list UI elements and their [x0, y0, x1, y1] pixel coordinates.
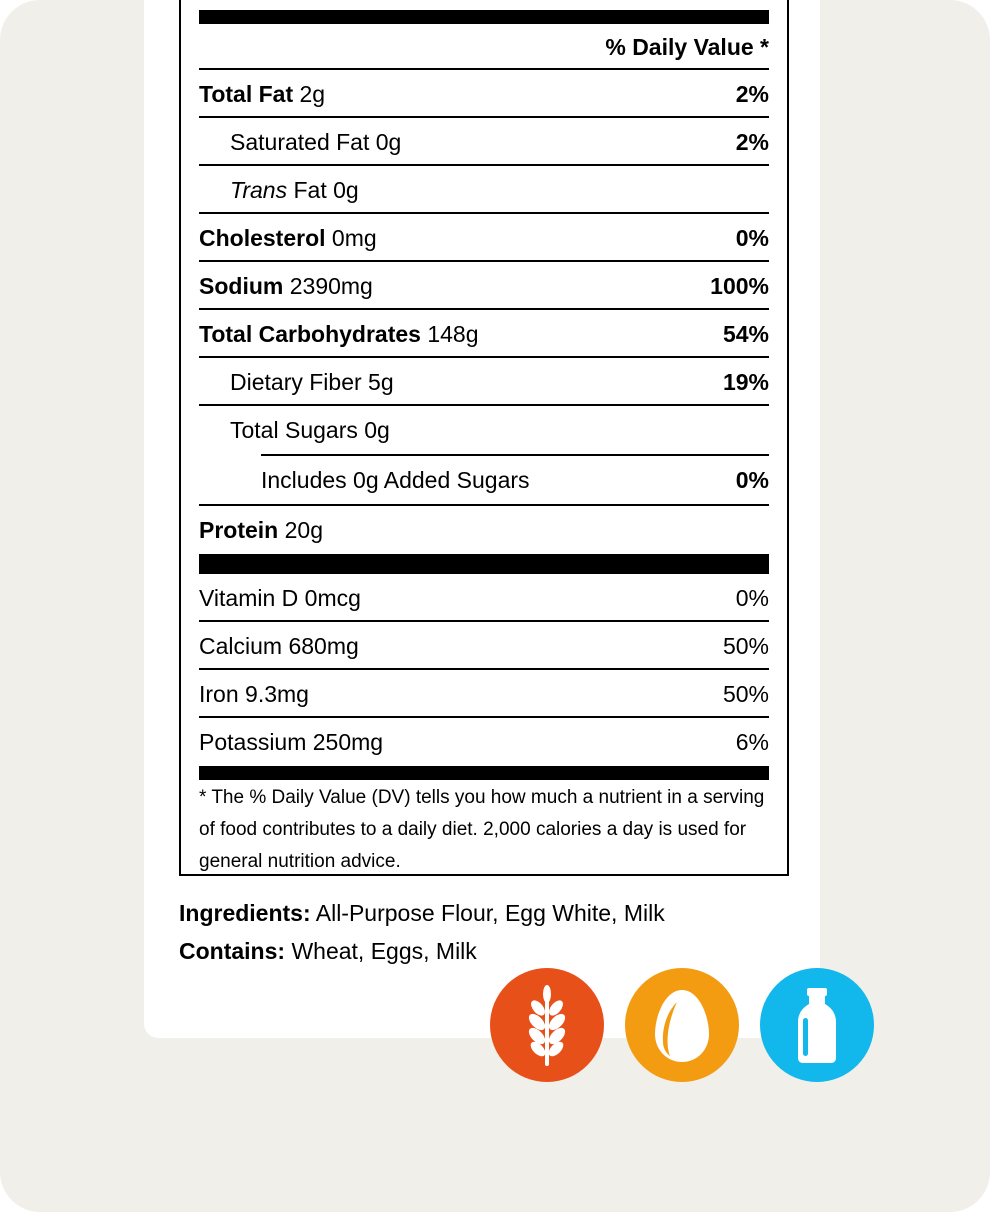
daily-value-footnote: * The % Daily Value (DV) tells you how much a nutrient in a serving of food contributes to a daily diet. 2,000 calories a day is used for general nutrition advice.	[199, 787, 765, 872]
nutrient-dv: 19%	[722, 369, 769, 395]
nutrient-name: Trans	[230, 177, 288, 203]
vitamin-amount: 250mg	[312, 729, 384, 755]
thick-divider	[199, 554, 769, 574]
nutrient-row-total-sugars	[199, 406, 769, 454]
nutrient-amount: 2g	[299, 81, 326, 107]
daily-value-header: % Daily Value *	[199, 24, 769, 70]
contains-label: Contains:	[179, 938, 286, 964]
nutrient-name: Protein	[199, 517, 279, 543]
nutrient-name: Total Carbohydrates	[199, 321, 421, 347]
vitamin-dv: 0%	[735, 585, 769, 611]
vitamin-row-potassium	[199, 718, 769, 766]
nutrient-name: Total Fat	[199, 81, 294, 107]
nutrition-facts-label	[179, 0, 789, 876]
contains-text: Wheat, Eggs, Milk	[291, 938, 477, 964]
nutrient-amount: 0mg	[331, 225, 377, 251]
nutrient-name: Sodium	[199, 273, 284, 299]
vitamin-row-iron	[199, 670, 769, 718]
nutrient-name: Dietary Fiber	[230, 369, 362, 395]
nutrient-dv: 0%	[735, 467, 769, 493]
nutrient-amount: 5g	[368, 369, 394, 395]
nutrient-name: Includes 0g Added Sugars	[261, 467, 530, 493]
thick-divider	[199, 10, 769, 24]
nutrient-row-sodium	[199, 262, 769, 310]
nutrient-amount: 0g	[333, 177, 359, 203]
nutrient-row-protein	[199, 506, 769, 554]
nutrient-row-cholesterol	[199, 214, 769, 262]
nutrient-amount: 0g	[364, 417, 390, 443]
thick-divider	[199, 766, 769, 780]
ingredients-section	[179, 894, 819, 970]
vitamin-name: Vitamin D	[199, 585, 299, 611]
contains-line	[179, 932, 819, 970]
nutrient-dv: 54%	[722, 321, 769, 347]
vitamin-name: Calcium	[199, 633, 283, 659]
vitamin-dv: 50%	[722, 633, 769, 659]
ingredients-label: Ingredients:	[179, 900, 311, 926]
nutrient-name: Saturated Fat	[230, 129, 370, 155]
vitamin-amount: 0mcg	[304, 585, 361, 611]
nutrient-amount: 20g	[284, 517, 323, 543]
vitamin-dv: 6%	[735, 729, 769, 755]
vitamin-name: Iron	[199, 681, 239, 707]
vitamin-row-vitamin-d	[199, 574, 769, 622]
nutrient-name: Cholesterol	[199, 225, 326, 251]
vitamin-row-calcium	[199, 622, 769, 670]
nutrient-name: Total Sugars	[230, 417, 358, 443]
vitamin-dv: 50%	[722, 681, 769, 707]
nutrient-dv: 0%	[735, 225, 769, 251]
nutrient-row-total-fat	[199, 70, 769, 118]
vitamin-amount: 680mg	[288, 633, 359, 659]
nutrient-row-dietary-fiber	[199, 358, 769, 406]
nutrient-row-saturated-fat	[199, 118, 769, 166]
vitamin-amount: 9.3mg	[245, 681, 309, 707]
wheat-icon	[490, 968, 604, 1082]
nutrient-dv: 2%	[735, 129, 769, 155]
ingredients-text: All-Purpose Flour, Egg White, Milk	[315, 900, 665, 926]
nutrient-row-added-sugars	[261, 456, 769, 504]
nutrient-dv: 2%	[735, 81, 769, 107]
nutrient-row-total-carbohydrates	[199, 310, 769, 358]
nutrient-name-suffix: Fat	[293, 177, 327, 203]
ingredients-line	[179, 894, 819, 932]
nutrient-row-trans-fat	[199, 166, 769, 214]
nutrient-amount: 2390mg	[289, 273, 373, 299]
vitamin-name: Potassium	[199, 729, 307, 755]
nutrient-amount: 0g	[375, 129, 402, 155]
egg-icon	[625, 968, 739, 1082]
milk-bottle-icon	[760, 968, 874, 1082]
nutrient-amount: 148g	[427, 321, 479, 347]
nutrient-dv: 100%	[710, 273, 769, 299]
